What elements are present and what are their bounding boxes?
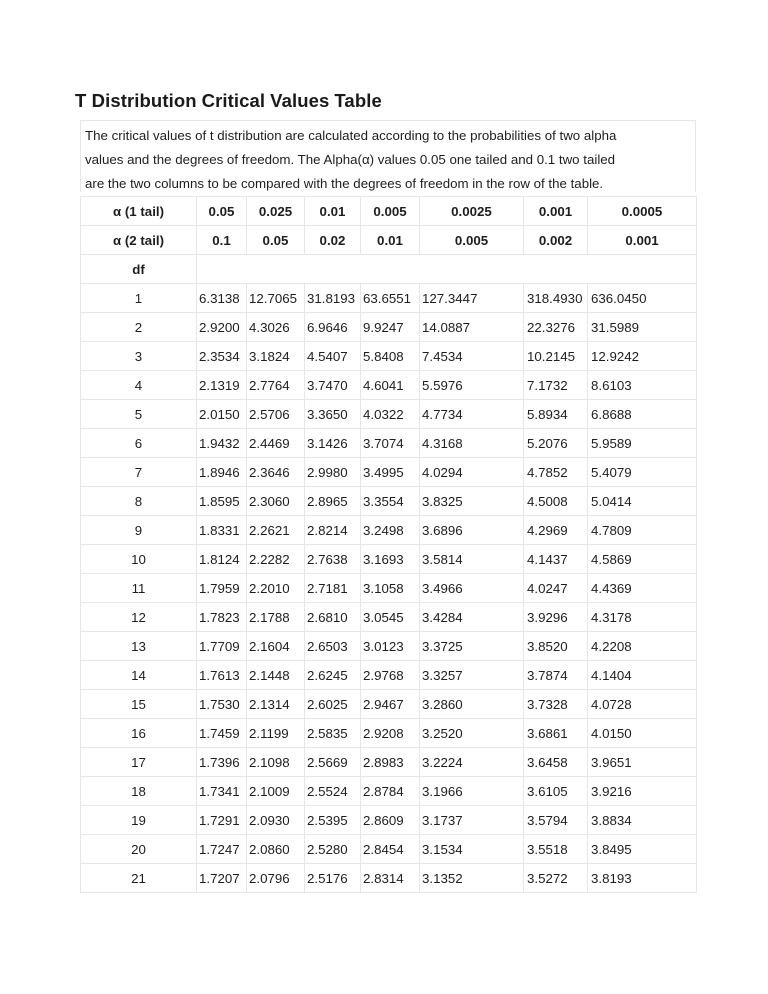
critical-value-cell: 3.9216 — [588, 777, 697, 806]
critical-value-cell: 3.1426 — [305, 429, 361, 458]
df-cell: 6 — [81, 429, 197, 458]
critical-value-cell: 1.7207 — [197, 864, 247, 893]
alpha-value: 0.001 — [588, 226, 697, 255]
critical-value-cell: 1.7291 — [197, 806, 247, 835]
critical-value-cell: 2.0930 — [247, 806, 305, 835]
df-cell: 3 — [81, 342, 197, 371]
critical-value-cell: 4.7734 — [420, 400, 524, 429]
critical-value-cell: 9.9247 — [361, 313, 420, 342]
critical-value-cell: 3.8834 — [588, 806, 697, 835]
critical-value-cell: 6.8688 — [588, 400, 697, 429]
critical-value-cell: 3.2860 — [420, 690, 524, 719]
df-cell: 4 — [81, 371, 197, 400]
critical-value-cell: 4.3178 — [588, 603, 697, 632]
critical-value-cell: 2.2621 — [247, 516, 305, 545]
critical-value-cell: 5.2076 — [524, 429, 588, 458]
critical-value-cell: 4.0728 — [588, 690, 697, 719]
critical-value-cell: 2.5669 — [305, 748, 361, 777]
intro-line: The critical values of t distribution are calculated according to the probabilities of two alpha — [85, 128, 617, 143]
critical-value-cell: 2.1319 — [197, 371, 247, 400]
critical-value-cell: 4.5407 — [305, 342, 361, 371]
critical-value-cell: 2.5395 — [305, 806, 361, 835]
df-cell: 13 — [81, 632, 197, 661]
table-row — [81, 516, 697, 545]
intro-paragraph — [80, 120, 696, 192]
df-cell: 1 — [81, 284, 197, 313]
critical-value-cell: 3.1058 — [361, 574, 420, 603]
critical-value-cell: 3.8193 — [588, 864, 697, 893]
table-row — [81, 632, 697, 661]
critical-value-cell: 2.6245 — [305, 661, 361, 690]
table-row — [81, 458, 697, 487]
critical-value-cell: 3.0123 — [361, 632, 420, 661]
df-cell: 15 — [81, 690, 197, 719]
critical-value-cell: 1.7959 — [197, 574, 247, 603]
critical-value-cell: 3.1352 — [420, 864, 524, 893]
critical-value-cell: 3.0545 — [361, 603, 420, 632]
critical-value-cell: 2.0860 — [247, 835, 305, 864]
table-row — [81, 342, 697, 371]
critical-value-cell: 2.5176 — [305, 864, 361, 893]
df-cell: 21 — [81, 864, 197, 893]
alpha-value: 0.05 — [197, 197, 247, 226]
critical-value-cell: 7.4534 — [420, 342, 524, 371]
header-row-two-tail — [81, 226, 697, 255]
df-header-row — [81, 255, 697, 284]
critical-value-cell: 1.7396 — [197, 748, 247, 777]
critical-value-cell: 2.3646 — [247, 458, 305, 487]
df-cell: 11 — [81, 574, 197, 603]
title-word: Critical — [201, 90, 266, 111]
table-row — [81, 400, 697, 429]
title-word: Values — [270, 90, 330, 111]
table-row — [81, 806, 697, 835]
critical-value-cell: 3.1534 — [420, 835, 524, 864]
critical-value-cell: 2.9467 — [361, 690, 420, 719]
critical-value-cell: 2.7181 — [305, 574, 361, 603]
critical-value-cell: 2.2282 — [247, 545, 305, 574]
df-label: df — [81, 255, 197, 284]
df-cell: 10 — [81, 545, 197, 574]
alpha-value: 0.01 — [361, 226, 420, 255]
critical-value-cell: 2.8609 — [361, 806, 420, 835]
critical-value-cell: 4.4369 — [588, 574, 697, 603]
critical-value-cell: 4.5008 — [524, 487, 588, 516]
critical-value-cell: 5.0414 — [588, 487, 697, 516]
table-row — [81, 661, 697, 690]
critical-value-cell: 3.7328 — [524, 690, 588, 719]
critical-value-cell: 3.8495 — [588, 835, 697, 864]
alpha-value: 0.02 — [305, 226, 361, 255]
critical-value-cell: 3.1737 — [420, 806, 524, 835]
critical-value-cell: 636.0450 — [588, 284, 697, 313]
critical-value-cell: 3.9651 — [588, 748, 697, 777]
alpha-value: 0.005 — [361, 197, 420, 226]
header-row-one-tail — [81, 197, 697, 226]
critical-value-cell: 1.8124 — [197, 545, 247, 574]
critical-value-cell: 3.4966 — [420, 574, 524, 603]
critical-value-cell: 3.6861 — [524, 719, 588, 748]
critical-value-cell: 4.2969 — [524, 516, 588, 545]
df-cell: 14 — [81, 661, 197, 690]
critical-value-cell: 7.1732 — [524, 371, 588, 400]
table-row — [81, 835, 697, 864]
df-cell: 19 — [81, 806, 197, 835]
one-tail-label: α (1 tail) — [81, 197, 197, 226]
critical-value-cell: 2.6503 — [305, 632, 361, 661]
critical-value-cell: 4.1404 — [588, 661, 697, 690]
critical-value-cell: 12.7065 — [247, 284, 305, 313]
critical-value-cell: 3.3725 — [420, 632, 524, 661]
critical-value-cell: 6.3138 — [197, 284, 247, 313]
critical-value-cell: 2.6025 — [305, 690, 361, 719]
critical-value-cell: 2.3060 — [247, 487, 305, 516]
critical-value-cell: 2.7764 — [247, 371, 305, 400]
critical-value-cell: 3.7074 — [361, 429, 420, 458]
critical-value-cell: 1.7247 — [197, 835, 247, 864]
critical-value-cell: 1.8595 — [197, 487, 247, 516]
critical-value-cell: 3.8325 — [420, 487, 524, 516]
critical-value-cell: 3.9296 — [524, 603, 588, 632]
critical-value-cell: 3.6458 — [524, 748, 588, 777]
critical-value-cell: 4.5869 — [588, 545, 697, 574]
critical-value-cell: 1.8331 — [197, 516, 247, 545]
critical-value-cell: 1.7709 — [197, 632, 247, 661]
critical-value-cell: 3.2224 — [420, 748, 524, 777]
critical-value-cell: 5.8934 — [524, 400, 588, 429]
table-row — [81, 777, 697, 806]
critical-value-cell: 2.1604 — [247, 632, 305, 661]
table-row — [81, 690, 697, 719]
intro-line: values and the degrees of freedom. The Alpha(α) values 0.05 one tailed and 0.1 two tailed — [85, 152, 616, 167]
critical-value-cell: 2.9208 — [361, 719, 420, 748]
critical-value-cell: 2.6810 — [305, 603, 361, 632]
critical-value-cell: 4.7852 — [524, 458, 588, 487]
critical-value-cell: 3.5518 — [524, 835, 588, 864]
critical-value-cell: 2.9200 — [197, 313, 247, 342]
critical-value-cell: 4.1437 — [524, 545, 588, 574]
critical-value-cell: 4.7809 — [588, 516, 697, 545]
critical-value-cell: 318.4930 — [524, 284, 588, 313]
t-distribution-table — [80, 196, 697, 893]
critical-value-cell: 1.7341 — [197, 777, 247, 806]
critical-value-cell: 4.0322 — [361, 400, 420, 429]
critical-value-cell: 2.3534 — [197, 342, 247, 371]
critical-value-cell: 1.7530 — [197, 690, 247, 719]
critical-value-cell: 127.3447 — [420, 284, 524, 313]
alpha-value: 0.0005 — [588, 197, 697, 226]
critical-value-cell: 2.1788 — [247, 603, 305, 632]
table-row — [81, 719, 697, 748]
df-cell: 18 — [81, 777, 197, 806]
critical-value-cell: 31.8193 — [305, 284, 361, 313]
critical-value-cell: 2.8454 — [361, 835, 420, 864]
title-word: Table — [334, 90, 382, 111]
critical-value-cell: 3.6896 — [420, 516, 524, 545]
critical-value-cell: 3.2498 — [361, 516, 420, 545]
critical-value-cell: 2.9768 — [361, 661, 420, 690]
critical-value-cell: 4.6041 — [361, 371, 420, 400]
critical-value-cell: 2.8214 — [305, 516, 361, 545]
critical-value-cell: 3.1966 — [420, 777, 524, 806]
critical-value-cell: 3.5814 — [420, 545, 524, 574]
critical-value-cell: 2.2010 — [247, 574, 305, 603]
critical-value-cell: 22.3276 — [524, 313, 588, 342]
critical-value-cell: 3.1824 — [247, 342, 305, 371]
page-title — [75, 90, 387, 112]
critical-value-cell: 4.0294 — [420, 458, 524, 487]
alpha-value: 0.001 — [524, 197, 588, 226]
critical-value-cell: 2.1199 — [247, 719, 305, 748]
critical-value-cell: 3.7874 — [524, 661, 588, 690]
df-cell: 9 — [81, 516, 197, 545]
table-row — [81, 371, 697, 400]
table-row — [81, 864, 697, 893]
critical-value-cell: 2.0150 — [197, 400, 247, 429]
df-cell: 5 — [81, 400, 197, 429]
df-cell: 2 — [81, 313, 197, 342]
critical-value-cell: 2.7638 — [305, 545, 361, 574]
critical-value-cell: 2.1314 — [247, 690, 305, 719]
table-row — [81, 545, 697, 574]
critical-value-cell: 63.6551 — [361, 284, 420, 313]
df-cell: 17 — [81, 748, 197, 777]
critical-value-cell: 3.8520 — [524, 632, 588, 661]
table-row — [81, 603, 697, 632]
critical-value-cell: 3.1693 — [361, 545, 420, 574]
critical-value-cell: 1.9432 — [197, 429, 247, 458]
df-cell: 7 — [81, 458, 197, 487]
critical-value-cell: 1.7823 — [197, 603, 247, 632]
df-cell: 12 — [81, 603, 197, 632]
table-row — [81, 429, 697, 458]
critical-value-cell: 12.9242 — [588, 342, 697, 371]
intro-line: are the two columns to be compared with the degrees of freedom in the row of the table. — [85, 176, 604, 191]
df-cell: 20 — [81, 835, 197, 864]
critical-value-cell: 2.5835 — [305, 719, 361, 748]
critical-value-cell: 2.8983 — [361, 748, 420, 777]
critical-value-cell: 2.5706 — [247, 400, 305, 429]
critical-value-cell: 2.1098 — [247, 748, 305, 777]
table-row — [81, 574, 697, 603]
critical-value-cell: 3.2520 — [420, 719, 524, 748]
critical-value-cell: 8.6103 — [588, 371, 697, 400]
critical-value-cell: 4.0247 — [524, 574, 588, 603]
df-header-spacer — [197, 255, 697, 284]
alpha-value: 0.002 — [524, 226, 588, 255]
critical-value-cell: 4.3026 — [247, 313, 305, 342]
critical-value-cell: 2.5280 — [305, 835, 361, 864]
critical-value-cell: 2.1448 — [247, 661, 305, 690]
critical-value-cell: 3.3650 — [305, 400, 361, 429]
critical-value-cell: 3.6105 — [524, 777, 588, 806]
critical-value-cell: 2.9980 — [305, 458, 361, 487]
critical-value-cell: 2.1009 — [247, 777, 305, 806]
df-cell: 16 — [81, 719, 197, 748]
critical-value-cell: 6.9646 — [305, 313, 361, 342]
two-tail-label: α (2 tail) — [81, 226, 197, 255]
critical-value-cell: 3.4284 — [420, 603, 524, 632]
critical-value-cell: 4.2208 — [588, 632, 697, 661]
critical-value-cell: 2.8965 — [305, 487, 361, 516]
table-row — [81, 487, 697, 516]
table-row — [81, 748, 697, 777]
alpha-value: 0.025 — [247, 197, 305, 226]
critical-value-cell: 3.3257 — [420, 661, 524, 690]
critical-value-cell: 1.7459 — [197, 719, 247, 748]
critical-value-cell: 2.5524 — [305, 777, 361, 806]
critical-value-cell: 4.3168 — [420, 429, 524, 458]
critical-value-cell: 1.7613 — [197, 661, 247, 690]
critical-value-cell: 5.9589 — [588, 429, 697, 458]
critical-value-cell: 1.8946 — [197, 458, 247, 487]
critical-value-cell: 5.8408 — [361, 342, 420, 371]
critical-value-cell: 2.8314 — [361, 864, 420, 893]
critical-value-cell: 31.5989 — [588, 313, 697, 342]
critical-value-cell: 2.8784 — [361, 777, 420, 806]
critical-value-cell: 5.4079 — [588, 458, 697, 487]
critical-value-cell: 2.4469 — [247, 429, 305, 458]
df-cell: 8 — [81, 487, 197, 516]
alpha-value: 0.005 — [420, 226, 524, 255]
alpha-value: 0.05 — [247, 226, 305, 255]
critical-value-cell: 14.0887 — [420, 313, 524, 342]
critical-value-cell: 3.5272 — [524, 864, 588, 893]
critical-value-cell: 2.0796 — [247, 864, 305, 893]
critical-value-cell: 3.4995 — [361, 458, 420, 487]
critical-value-cell: 3.5794 — [524, 806, 588, 835]
alpha-value: 0.1 — [197, 226, 247, 255]
table-row — [81, 284, 697, 313]
critical-value-cell: 3.7470 — [305, 371, 361, 400]
alpha-value: 0.0025 — [420, 197, 524, 226]
critical-value-cell: 10.2145 — [524, 342, 588, 371]
critical-value-cell: 4.0150 — [588, 719, 697, 748]
alpha-value: 0.01 — [305, 197, 361, 226]
title-word: T Distribution — [75, 90, 197, 111]
table-row — [81, 313, 697, 342]
critical-value-cell: 5.5976 — [420, 371, 524, 400]
critical-value-cell: 3.3554 — [361, 487, 420, 516]
